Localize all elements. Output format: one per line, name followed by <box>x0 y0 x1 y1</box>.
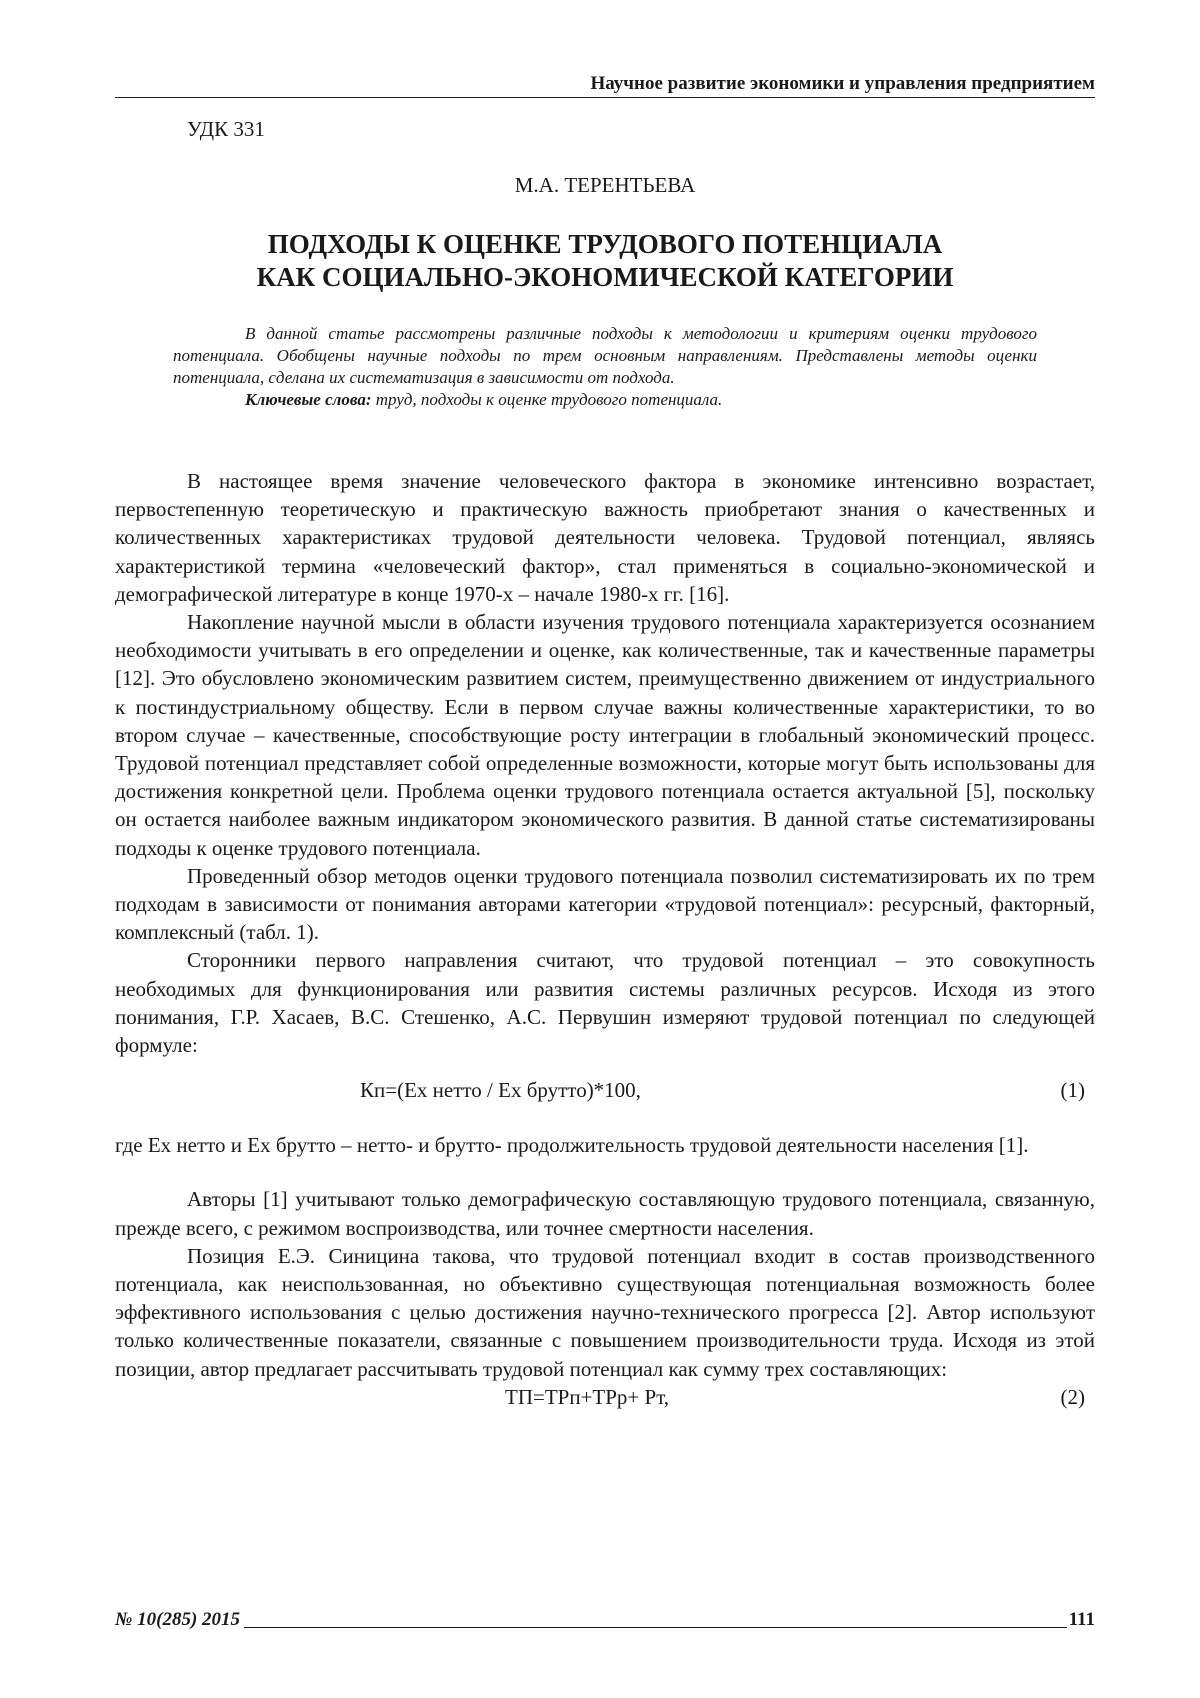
formula-1-expression: Кп=(Ех нетто / Ех брутто)*100, <box>360 1078 641 1103</box>
paragraph-3: Проведенный обзор методов оценки трудового потенциала позволил систематизировать их по трем подходам в зависимости от понимания авторами категории «трудовой потенциал»: ресурсный, факторный, комплексный (табл. 1). <box>115 863 1095 945</box>
page-footer <box>115 1608 1095 1634</box>
keywords <box>173 389 1037 411</box>
udc-code: УДК 331 <box>187 117 265 141</box>
formula-1 <box>115 1076 1095 1120</box>
paragraph-6: Авторы [1] учитывают только демографическую составляющую трудового потенциала, связанную, прежде всего, с режимом воспроизводства, или точнее смертности населения. <box>115 1187 1095 1240</box>
author-name: М.А. ТЕРЕНТЬЕВА <box>514 173 696 197</box>
formula-2 <box>115 1383 1095 1411</box>
formula-2-number: (2) <box>1060 1384 1085 1409</box>
article-body <box>115 467 1095 1411</box>
article-title <box>115 228 1095 294</box>
keywords-label: Ключевые слова: <box>245 390 372 409</box>
paragraph-2: Накопление научной мысли в области изучения трудового потенциала характеризуется осознанием необходимости учитывать в его определении и оценке, как количественные, так и качественные параметры [12]. Это обусловлено экономическим развитием систем, преимущественно движением от индустриального к постиндустриальному обществу. Если в первом случае важны количественные характеристики, то во втором случае – качественные, способствующие росту интеграции в глобальный экономический процесс. Трудовой потенциал представляет собой определенные возможности, которые могут быть использованы для достижения конкретной цели. Проблема оценки трудового потенциала остается актуальной [5], поскольку он остается наиболее важным индикатором экономического развития. В данной статье систематизированы подходы к оценке трудового потенциала. <box>115 610 1095 860</box>
paragraph-5: где Ех нетто и Ех брутто – нетто- и брутто- продолжительность трудовой деятельности населения [1]. <box>115 1133 1029 1158</box>
paragraph-1: В настоящее время значение человеческого фактора в экономике интенсивно возрастает, первостепенную теоретическую и практическую важность приобретают знания о качественных и количественных характеристиках трудовой деятельности человека. Трудовой потенциал, являясь характеристикой термина «человеческий фактор», стал применяться в социально-экономической и демографической литературе в конце 1970-х – начале 1980-х гг. [16]. <box>115 469 1095 606</box>
title-line-1: ПОДХОДЫ К ОЦЕНКЕ ТРУДОВОГО ПОТЕНЦИАЛА <box>267 229 943 259</box>
abstract <box>173 323 1037 411</box>
header-rule <box>115 97 1095 98</box>
keywords-text: труд, подходы к оценке трудового потенциала. <box>371 390 723 409</box>
abstract-text: В данной статье рассмотрены различные подходы к методологии и критериям оценки трудового потенциала. Обобщены научные подходы по трем основным направлениям. Представлены методы оценки потенциала, сделана их систематизация в зависимости от подхода. <box>173 324 1037 387</box>
page-number: 111 <box>1068 1609 1095 1630</box>
formula-1-number: (1) <box>1060 1078 1085 1103</box>
paragraph-7: Позиция Е.Э. Синицина такова, что трудовой потенциал входит в состав производственного потенциала, как неиспользованная, но объективно существующая потенциальная возможность более эффективного использования с целью достижения научно-технического прогресса [2]. Автор используют только количественные показатели, связанные с повышением производительности труда. Исходя из этой позиции, автор предлагает рассчитывать трудовой потенциал как сумму трех составляющих: <box>115 1243 1095 1381</box>
issue-number: № 10(285) 2015 <box>115 1608 244 1632</box>
footer-rule <box>115 1627 1095 1628</box>
formula-2-expression: ТП=ТРп+ТРр+ Рт, <box>505 1384 670 1409</box>
paragraph-4: Сторонники первого направления считают, что трудовой потенциал – это совокупность необходимых для функционирования или развития системы различных ресурсов. Исходя из этого понимания, Г.Р. Хасаев, В.С. Стешенко, А.С. Первушин измеряют трудовой потенциал по следующей формуле: <box>115 948 1095 1058</box>
journal-running-head: Научное развитие экономики и управления предприятием <box>590 73 1095 94</box>
title-line-2: КАК СОЦИАЛЬНО-ЭКОНОМИЧЕСКОЙ КАТЕГОРИИ <box>256 262 954 292</box>
